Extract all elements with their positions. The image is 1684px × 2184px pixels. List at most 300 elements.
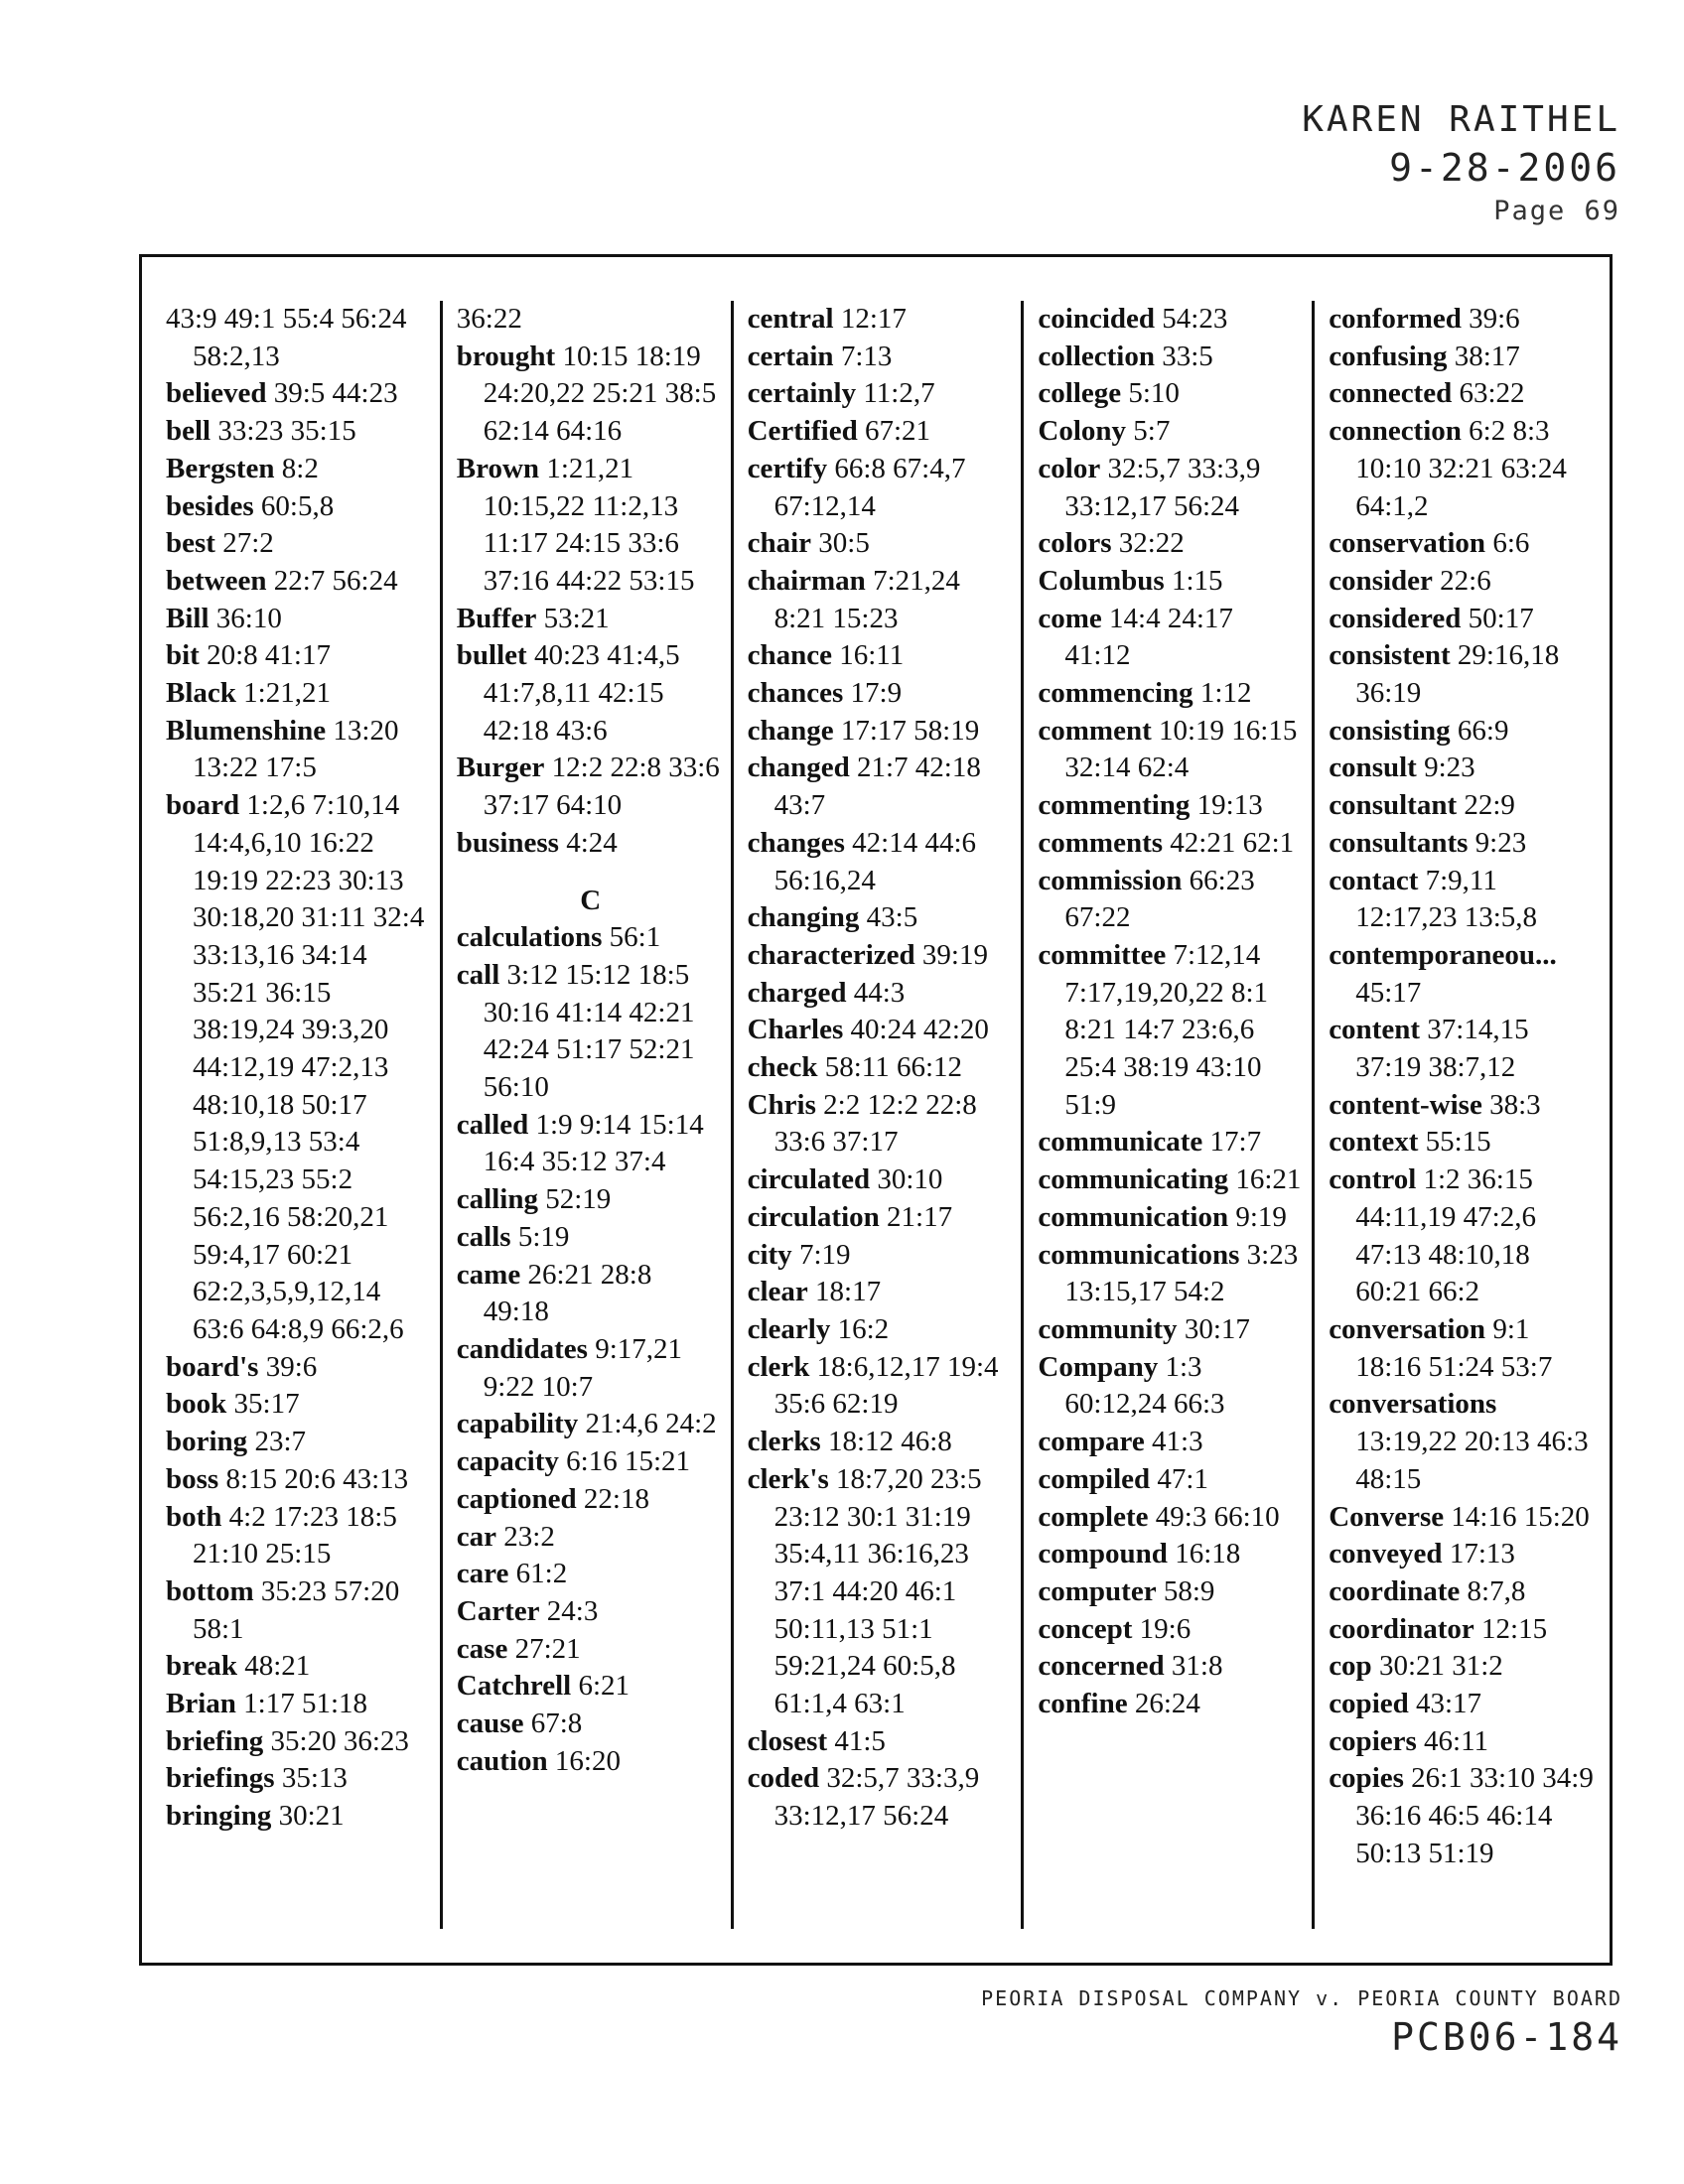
index-term: control xyxy=(1329,1163,1417,1196)
index-term: consisting xyxy=(1329,714,1451,747)
index-refs: 33:5 xyxy=(1162,340,1213,372)
index-refs: 67:21 xyxy=(864,415,931,448)
index-entry xyxy=(457,1631,725,1669)
index-entry xyxy=(457,1481,725,1519)
index-term: bell xyxy=(166,415,211,448)
index-term: content xyxy=(1329,1014,1421,1046)
index-entry xyxy=(166,675,434,713)
index-refs: 14:4 24:17 41:12 xyxy=(1064,602,1233,672)
index-refs: 16:18 xyxy=(1175,1538,1241,1570)
index-entry xyxy=(166,787,434,1349)
index-entry xyxy=(1038,863,1306,937)
index-entry xyxy=(1329,937,1600,1012)
index-entry xyxy=(748,975,1016,1013)
index-term: briefing xyxy=(166,1724,264,1757)
index-entry xyxy=(1329,1311,1600,1386)
index-term: care xyxy=(456,1558,509,1590)
index-refs: 1:12 xyxy=(1199,677,1252,710)
index-term: communicating xyxy=(1038,1163,1229,1196)
index-term: chairman xyxy=(747,564,866,597)
index-refs: 41:5 xyxy=(834,1724,886,1757)
index-entry xyxy=(1038,375,1306,413)
index-term: conservation xyxy=(1329,527,1486,560)
index-refs: 36:22 xyxy=(456,303,522,335)
index-entry xyxy=(1329,787,1600,825)
index-entry xyxy=(748,1760,1016,1835)
index-entry xyxy=(1329,1161,1600,1311)
index-entry xyxy=(166,525,434,563)
index-term: conveyed xyxy=(1329,1538,1443,1570)
index-refs: 39:6 xyxy=(1469,303,1520,335)
index-entry xyxy=(1329,1760,1600,1872)
index-refs: 47:1 xyxy=(1157,1462,1208,1495)
index-term: Bill xyxy=(166,602,210,634)
index-entry xyxy=(748,1199,1016,1237)
index-refs: 1:17 51:18 xyxy=(243,1688,368,1720)
index-term: came xyxy=(456,1258,521,1291)
index-term: charged xyxy=(747,976,847,1009)
index-refs: 33:23 35:15 xyxy=(217,415,356,448)
deposition-date: 9-28-2006 xyxy=(1389,146,1620,190)
index-refs: 43:5 xyxy=(866,901,918,934)
index-refs: 1:2,6 7:10,14 14:4,6,10 16:22 19:19 22:23 30:13 30:18,20 31:11 32:4 33:13,16 34:14 35:21 36:15 38:19,24 39:3,20 44:12,19 47:2,13 48:10,18 50:17 51:8,9,13 53:4 54:15,23 55:2 56:2,16 58:20,21 59:4,17 60:21 62:2,3,5,9,12,14 63:6 64:8,9 66:2,6 xyxy=(193,789,425,1345)
index-refs: 26:1 33:10 34:9 36:16 46:5 46:14 50:13 51:19 xyxy=(1355,1762,1594,1869)
index-entry xyxy=(1329,1012,1600,1086)
index-refs: 2:2 12:2 22:8 33:6 37:17 xyxy=(773,1088,977,1159)
index-refs: 17:7 xyxy=(1209,1126,1262,1159)
index-entry xyxy=(1329,1611,1600,1649)
index-term: city xyxy=(747,1238,792,1271)
index-term: called xyxy=(456,1108,529,1141)
index-term: case xyxy=(456,1632,508,1665)
index-refs: 13:19,22 20:13 46:3 48:15 xyxy=(1355,1426,1589,1495)
index-entry xyxy=(166,1648,434,1686)
index-refs: 6:16 15:21 xyxy=(566,1445,691,1478)
index-refs: 7:12,14 7:17,19,20,22 8:1 8:21 14:7 23:6,6 25:4 38:19 43:10 51:9 xyxy=(1064,938,1269,1121)
index-term: change xyxy=(747,714,834,747)
index-term: communicate xyxy=(1038,1126,1203,1159)
index-entry xyxy=(1038,1124,1306,1161)
index-entry xyxy=(1038,1311,1306,1349)
index-entry xyxy=(748,937,1016,975)
index-entry xyxy=(1329,750,1600,787)
index-refs: 3:12 15:12 18:5 30:16 41:14 42:21 42:24 51:17 52:21 56:10 xyxy=(483,958,695,1104)
index-refs: 30:10 xyxy=(877,1163,943,1196)
index-term: copied xyxy=(1329,1688,1409,1720)
index-entry xyxy=(748,899,1016,937)
index-term: colors xyxy=(1038,527,1112,560)
index-entry xyxy=(457,339,725,451)
index-entry xyxy=(166,637,434,675)
index-entry xyxy=(166,301,434,375)
index-term: content-wise xyxy=(1329,1088,1482,1121)
index-entry xyxy=(1329,601,1600,638)
index-entry xyxy=(1038,1199,1306,1237)
index-entry xyxy=(1038,1161,1306,1199)
index-entry xyxy=(748,1274,1016,1311)
index-entry xyxy=(166,1386,434,1424)
index-term: business xyxy=(456,826,559,859)
index-entry xyxy=(748,413,1016,451)
index-refs: 40:23 41:4,5 41:7,8,11 42:15 42:18 43:6 xyxy=(483,639,680,747)
index-entry xyxy=(748,1723,1016,1761)
index-refs: 39:5 44:23 xyxy=(273,377,398,410)
index-refs: 22:18 xyxy=(583,1482,649,1515)
index-entry xyxy=(457,1706,725,1743)
index-entry xyxy=(166,413,434,451)
index-entry xyxy=(457,1107,725,1181)
index-term: Colony xyxy=(1038,415,1127,448)
index-term: central xyxy=(747,303,834,335)
index-entry xyxy=(748,1161,1016,1199)
index-refs: 9:23 xyxy=(1474,826,1527,859)
index-entry xyxy=(457,1593,725,1631)
index-entry xyxy=(1329,1686,1600,1723)
index-term: collection xyxy=(1038,340,1155,372)
index-entry xyxy=(1329,863,1600,937)
index-term: clearly xyxy=(747,1312,831,1345)
index-refs: 10:19 16:15 32:14 62:4 xyxy=(1064,714,1298,784)
index-term: bullet xyxy=(456,639,527,672)
index-term: consultant xyxy=(1329,789,1458,822)
index-term: concerned xyxy=(1038,1650,1165,1683)
index-refs: 1:15 xyxy=(1171,564,1223,597)
index-term: Certified xyxy=(747,415,858,448)
index-term: cause xyxy=(456,1707,524,1740)
index-term: circulated xyxy=(747,1163,871,1196)
index-term: book xyxy=(166,1388,227,1421)
index-refs: 12:17 xyxy=(840,303,907,335)
index-term: closest xyxy=(747,1724,828,1757)
index-refs: 56:1 xyxy=(609,921,661,954)
index-term: changed xyxy=(747,751,850,784)
index-refs: 21:4,6 24:2 xyxy=(585,1408,717,1440)
index-refs: 23:2 xyxy=(503,1520,555,1553)
index-entry xyxy=(457,1331,725,1406)
index-refs: 30:5 xyxy=(818,527,870,560)
index-refs: 7:13 xyxy=(840,340,893,372)
index-entry xyxy=(166,1349,434,1387)
index-term: copies xyxy=(1329,1762,1404,1795)
index-term: coincided xyxy=(1038,303,1156,335)
index-term: comments xyxy=(1038,826,1164,859)
index-term: Blumenshine xyxy=(166,714,327,747)
index-refs: 58:9 xyxy=(1163,1574,1215,1607)
index-term: conversation xyxy=(1329,1312,1486,1345)
index-entry xyxy=(1329,375,1600,413)
index-refs: 6:2 8:3 10:10 32:21 63:24 64:1,2 xyxy=(1355,415,1567,522)
index-entry xyxy=(1329,1573,1600,1611)
index-term: best xyxy=(166,527,215,560)
index-term: chair xyxy=(747,527,812,560)
index-entry xyxy=(457,957,725,1107)
index-refs: 10:15 18:19 24:20,22 25:21 38:5 62:14 64:16 xyxy=(483,340,717,448)
index-entry xyxy=(457,1668,725,1706)
index-term: Company xyxy=(1038,1350,1159,1383)
index-entry xyxy=(457,1257,725,1331)
index-entry xyxy=(457,301,725,339)
index-refs: 19:13 xyxy=(1196,789,1263,822)
index-entry xyxy=(748,1461,1016,1723)
index-entry xyxy=(1038,601,1306,675)
index-term: Catchrell xyxy=(456,1670,572,1703)
index-refs: 1:21,21 xyxy=(243,677,331,710)
index-entry xyxy=(457,451,725,601)
index-entry xyxy=(1038,339,1306,376)
index-refs: 61:2 xyxy=(515,1558,568,1590)
index-refs: 9:1 18:16 51:24 53:7 xyxy=(1355,1312,1553,1383)
index-term: compound xyxy=(1038,1538,1168,1570)
index-term: caution xyxy=(456,1744,548,1777)
index-refs: 32:5,7 33:3,9 33:12,17 56:24 xyxy=(773,1762,980,1833)
index-term: break xyxy=(166,1650,237,1683)
index-entry xyxy=(748,675,1016,713)
page-footer xyxy=(981,1983,1622,2061)
index-term: bottom xyxy=(166,1574,254,1607)
index-refs: 16:21 xyxy=(1235,1163,1302,1196)
index-refs: 27:21 xyxy=(514,1632,581,1665)
index-term: communications xyxy=(1038,1238,1240,1271)
index-term: commission xyxy=(1038,864,1183,896)
index-refs: 17:17 58:19 xyxy=(840,714,980,747)
index-refs: 24:3 xyxy=(546,1594,599,1627)
index-refs: 54:23 xyxy=(1162,303,1228,335)
index-term: contemporaneou... xyxy=(1329,938,1557,971)
index-term: board's xyxy=(166,1350,259,1383)
index-refs: 5:10 xyxy=(1128,377,1180,410)
index-term: Carter xyxy=(456,1594,540,1627)
index-entry xyxy=(748,1349,1016,1424)
index-refs: 39:6 xyxy=(265,1350,318,1383)
index-refs: 40:24 42:20 xyxy=(850,1014,989,1046)
index-term: board xyxy=(166,789,240,822)
index-term: confusing xyxy=(1329,340,1448,372)
index-term: cop xyxy=(1329,1650,1372,1683)
index-entry xyxy=(166,375,434,413)
index-refs: 31:8 xyxy=(1171,1650,1223,1683)
index-term: besides xyxy=(166,489,254,522)
index-entry xyxy=(1329,713,1600,751)
index-term: check xyxy=(747,1051,818,1084)
index-entry xyxy=(748,563,1016,637)
index-term: complete xyxy=(1038,1500,1149,1533)
index-entry xyxy=(457,1556,725,1593)
index-entry xyxy=(1329,1124,1600,1161)
index-refs: 1:3 60:12,24 66:3 xyxy=(1064,1350,1225,1421)
index-entry xyxy=(1329,1723,1600,1761)
index-term: comment xyxy=(1038,714,1152,747)
word-index-box xyxy=(139,254,1613,1966)
index-entry xyxy=(1329,413,1600,525)
index-term: computer xyxy=(1038,1574,1157,1607)
index-term: Converse xyxy=(1329,1500,1445,1533)
index-refs: 37:14,15 37:19 38:7,12 xyxy=(1355,1014,1529,1084)
index-entry xyxy=(1329,301,1600,339)
index-refs: 42:21 62:1 xyxy=(1170,826,1295,859)
index-entry xyxy=(1329,1087,1600,1125)
index-entry xyxy=(457,825,725,863)
index-refs: 46:11 xyxy=(1424,1724,1489,1757)
index-refs: 35:13 xyxy=(281,1762,348,1795)
index-entry xyxy=(1038,1686,1306,1723)
index-term: bringing xyxy=(166,1800,272,1833)
index-term: certain xyxy=(747,340,834,372)
index-refs: 8:2 xyxy=(281,452,319,484)
index-entry xyxy=(1329,1536,1600,1573)
index-refs: 9:23 xyxy=(1424,751,1475,784)
index-term: Buffer xyxy=(456,602,537,634)
index-term: college xyxy=(1038,377,1122,410)
index-term: committee xyxy=(1038,938,1167,971)
index-entry xyxy=(166,563,434,601)
index-column-2 xyxy=(443,301,734,1929)
index-term: contact xyxy=(1329,864,1419,896)
index-refs: 8:15 20:6 43:13 xyxy=(225,1462,409,1495)
page-number: Page 69 xyxy=(1493,196,1620,226)
index-refs: 35:17 xyxy=(233,1388,300,1421)
index-refs: 23:7 xyxy=(254,1426,306,1458)
index-refs: 22:7 56:24 xyxy=(273,564,398,597)
index-entry xyxy=(166,1573,434,1648)
index-refs: 11:2,7 xyxy=(863,377,935,410)
index-term: clerks xyxy=(747,1426,821,1458)
index-entry xyxy=(457,919,725,957)
index-entry xyxy=(748,1311,1016,1349)
index-entry xyxy=(166,601,434,638)
index-columns xyxy=(152,301,1606,1929)
index-refs: 18:7,20 23:5 23:12 30:1 31:19 35:4,11 36:16,23 37:1 44:20 46:1 50:11,13 51:1 59:21,24 60:5,8 61:1,4 63:1 xyxy=(773,1462,982,1720)
index-entry xyxy=(1329,1648,1600,1686)
index-term: considered xyxy=(1329,602,1462,634)
index-term: coded xyxy=(747,1762,820,1795)
index-term: Burger xyxy=(456,751,545,784)
index-entry xyxy=(457,1743,725,1781)
index-term: certainly xyxy=(747,377,857,410)
index-refs: 6:6 xyxy=(1492,527,1530,560)
index-term: call xyxy=(456,958,500,991)
index-entry xyxy=(1038,1499,1306,1537)
index-refs: 6:21 xyxy=(578,1670,631,1703)
index-refs: 36:10 xyxy=(215,602,282,634)
index-term: consult xyxy=(1329,751,1417,784)
index-refs: 1:2 36:15 44:11,19 47:2,6 47:13 48:10,18 60:21 66:2 xyxy=(1355,1163,1536,1308)
index-entry xyxy=(1329,637,1600,712)
index-refs: 26:21 28:8 49:18 xyxy=(483,1258,652,1328)
index-refs: 66:23 67:22 xyxy=(1064,864,1255,934)
index-term: Columbus xyxy=(1038,564,1165,597)
index-entry xyxy=(748,525,1016,563)
index-entry xyxy=(1329,1499,1600,1537)
letter-heading: C xyxy=(580,884,602,916)
index-term: chances xyxy=(747,677,844,710)
index-refs: 43:17 xyxy=(1416,1688,1482,1720)
index-term: Black xyxy=(166,677,236,710)
case-caption: PEORIA DISPOSAL COMPANY v. PEORIA COUNTY BOARD xyxy=(981,1986,1622,2010)
index-term: clear xyxy=(747,1276,808,1308)
index-refs: 3:23 13:15,17 54:2 xyxy=(1064,1238,1299,1308)
index-entry xyxy=(1038,563,1306,601)
index-term: conversations xyxy=(1329,1388,1497,1421)
index-refs: 30:21 31:2 xyxy=(1378,1650,1503,1683)
index-term: consultants xyxy=(1329,826,1469,859)
index-term: bit xyxy=(166,639,200,672)
index-refs: 16:11 xyxy=(839,639,905,672)
index-column-1 xyxy=(152,301,443,1929)
index-term: calling xyxy=(456,1183,538,1216)
index-term: clerk xyxy=(747,1350,810,1383)
index-entry xyxy=(457,1406,725,1443)
index-refs: 63:22 xyxy=(1459,377,1525,410)
index-refs: 38:17 xyxy=(1454,340,1520,372)
index-entry xyxy=(748,1049,1016,1087)
index-term: Brown xyxy=(456,452,540,484)
index-term: coordinate xyxy=(1329,1574,1461,1607)
index-term: boss xyxy=(166,1462,219,1495)
index-term: capacity xyxy=(456,1445,559,1478)
index-refs: 7:9,11 12:17,23 13:5,8 xyxy=(1355,864,1538,934)
index-term: boring xyxy=(166,1426,248,1458)
index-refs: 13:20 13:22 17:5 xyxy=(193,714,399,784)
index-entry xyxy=(748,637,1016,675)
index-refs: 7:19 xyxy=(798,1238,851,1271)
index-term: conformed xyxy=(1329,303,1462,335)
index-term: Bergsten xyxy=(166,452,275,484)
index-term: capability xyxy=(456,1408,579,1440)
index-entry xyxy=(166,1760,434,1798)
index-term: commenting xyxy=(1038,789,1191,822)
index-term: brought xyxy=(456,340,556,372)
index-entry xyxy=(1038,1461,1306,1499)
index-entry xyxy=(1038,937,1306,1125)
index-term: calls xyxy=(456,1220,511,1253)
index-term: Chris xyxy=(747,1088,816,1121)
index-refs: 17:9 xyxy=(850,677,903,710)
index-refs: 14:16 15:20 xyxy=(1451,1500,1590,1533)
index-term: color xyxy=(1038,452,1101,484)
index-refs: 30:21 xyxy=(278,1800,345,1833)
index-entry xyxy=(457,1181,725,1219)
index-refs: 19:6 xyxy=(1139,1612,1192,1645)
index-entry xyxy=(748,1087,1016,1161)
index-entry xyxy=(1038,675,1306,713)
index-refs: 1:21,21 10:15,22 11:2,13 11:17 24:15 33:6 37:16 44:22 53:15 xyxy=(483,452,695,597)
index-term: context xyxy=(1329,1126,1419,1159)
index-refs: 32:5,7 33:3,9 33:12,17 56:24 xyxy=(1064,452,1261,522)
index-entry xyxy=(1038,787,1306,825)
index-refs: 9:19 xyxy=(1235,1200,1287,1233)
index-term: changing xyxy=(747,901,860,934)
index-term: consistent xyxy=(1329,639,1451,672)
index-term: characterized xyxy=(747,938,915,971)
index-entry xyxy=(1038,713,1306,787)
index-refs: 66:9 xyxy=(1457,714,1509,747)
index-refs: 17:13 xyxy=(1449,1538,1515,1570)
index-term: come xyxy=(1038,602,1102,634)
index-entry xyxy=(457,1443,725,1481)
index-entry xyxy=(748,301,1016,339)
index-entry xyxy=(748,375,1016,413)
index-refs: 9:17,21 9:22 10:7 xyxy=(483,1332,682,1403)
index-term: consider xyxy=(1329,564,1433,597)
index-entry xyxy=(1329,563,1600,601)
index-entry xyxy=(457,1519,725,1557)
index-entry xyxy=(1038,825,1306,863)
index-term: Brian xyxy=(166,1688,236,1720)
index-refs: 44:3 xyxy=(853,976,906,1009)
index-entry xyxy=(1329,339,1600,376)
index-entry xyxy=(748,1012,1016,1049)
index-refs: 30:17 xyxy=(1184,1312,1250,1345)
